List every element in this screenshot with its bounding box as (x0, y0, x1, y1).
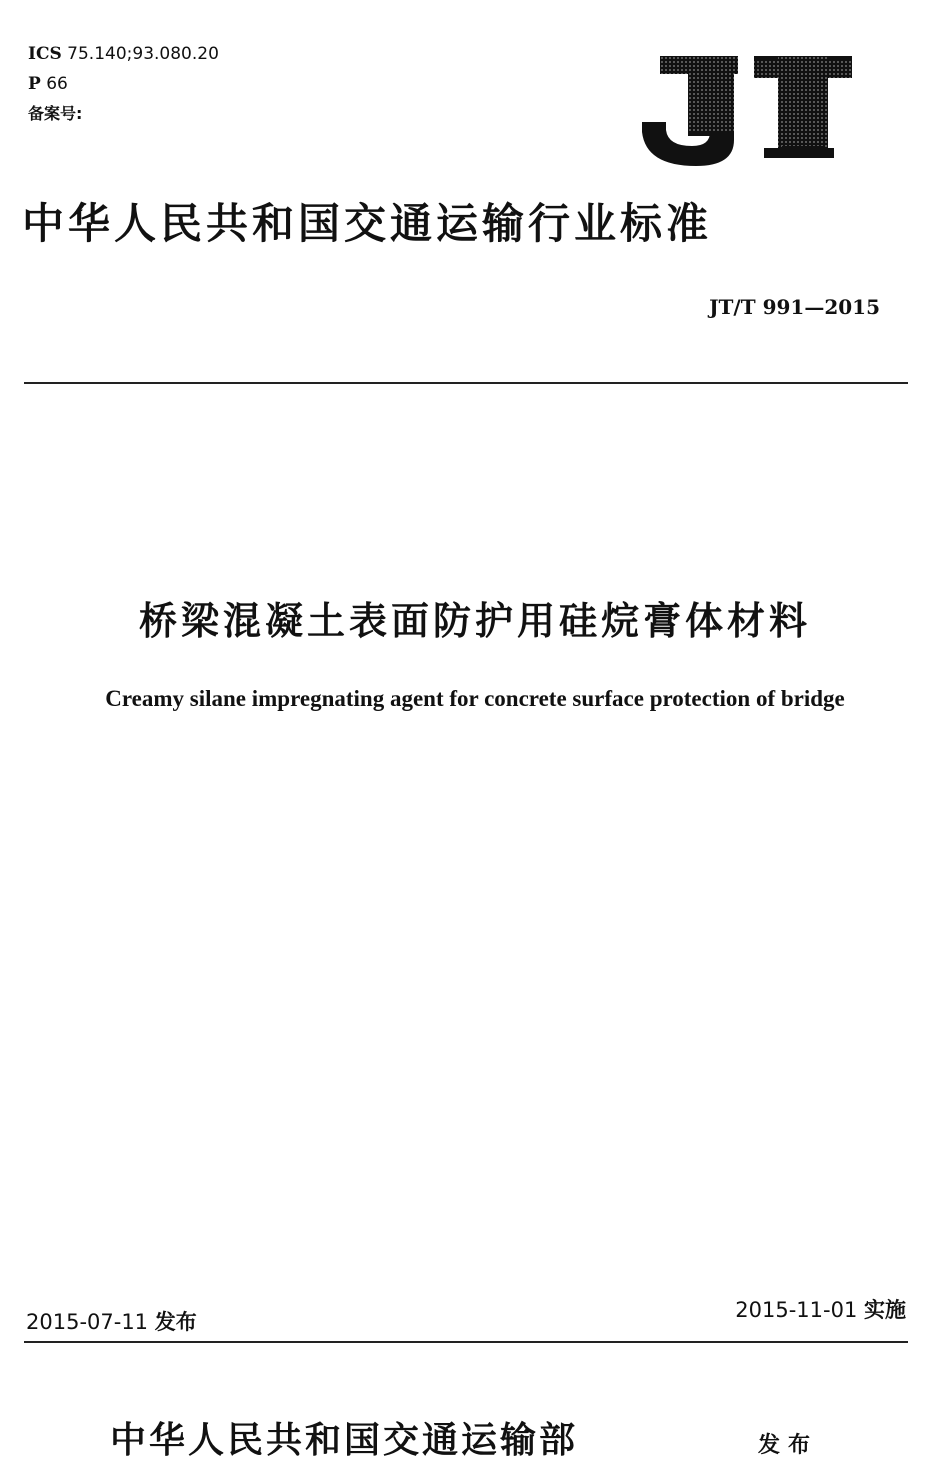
document-title-chinese: 桥梁混凝土表面防护用硅烷膏体材料 (138, 599, 811, 643)
bottom-divider (24, 1341, 908, 1343)
record-number-label: 备案号: (28, 104, 83, 123)
issuer-suffix: 发布 (758, 1432, 819, 1458)
jt-logo-text: JT (745, 112, 747, 113)
industry-standard-title: 中华人民共和国交通运输行业标准 (22, 199, 713, 248)
issue-date-value: 2015-07-11 (26, 1310, 149, 1334)
issue-date (26, 1306, 197, 1336)
document-title-english: Creamy silane impregnating agent for concrete surface protection of bridge (105, 686, 845, 711)
ccs-label: P (28, 74, 41, 94)
implementation-date (735, 1294, 906, 1324)
implementation-date-suffix: 实施 (864, 1298, 906, 1322)
issue-date-suffix: 发布 (154, 1310, 197, 1334)
ccs-value: 66 (46, 74, 68, 94)
ics-code (28, 44, 219, 64)
ccs-code (28, 74, 68, 94)
ics-label: ICS (28, 44, 62, 64)
standard-number: JT/T 991—2015 (709, 295, 880, 319)
jt-logo (636, 52, 856, 170)
top-divider (24, 382, 908, 384)
implementation-date-value: 2015-11-01 (735, 1298, 858, 1322)
ics-value: 75.140;93.080.20 (67, 44, 219, 64)
issuer-name: 中华人民共和国交通运输部 (110, 1419, 579, 1461)
